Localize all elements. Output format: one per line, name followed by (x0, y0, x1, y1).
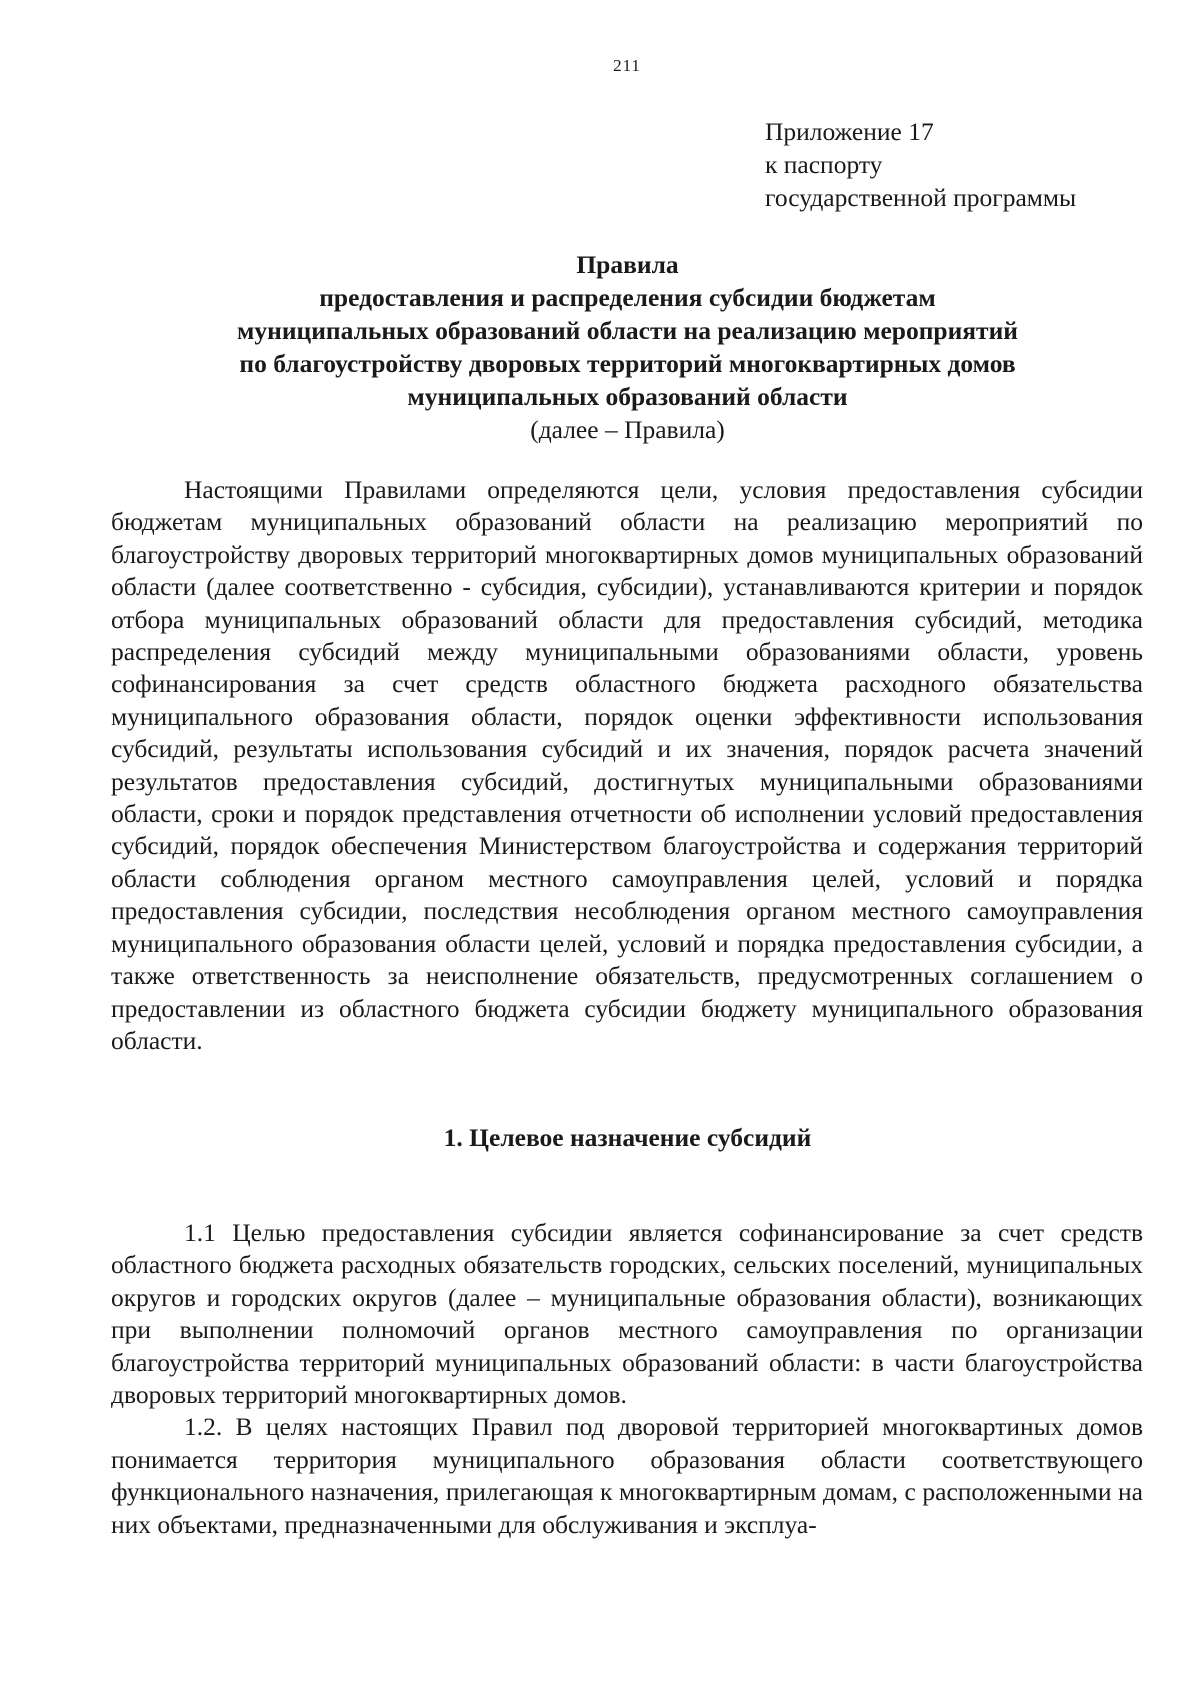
section-heading: 1. Целевое назначение субсидий (443, 1123, 812, 1152)
page-number: 211 (613, 56, 641, 75)
title-line: муниципальных образований области на реализацию мероприятий (237, 316, 1018, 345)
title-heading: Правила (576, 250, 679, 279)
intro-section (111, 474, 1143, 1057)
appendix-line: к паспорту (765, 150, 883, 179)
paragraph-1-1: 1.1 Целью предоставления субсидии является софинансирование за счет средств областного бюджета расходных обязательств городских, сельских поселений, муниципальных округов и городских округов (далее – муниципальные образования области), возникающих при выполнении полномочий органов местного самоуправления по организации благоустройства территорий муниципальных образований области: в части благоустройства дворовых территорий многоквартирных домов. (111, 1218, 1143, 1410)
appendix-line: государственной программы (765, 183, 1077, 212)
document-title (110, 248, 1145, 446)
title-line: муниципальных образований области (407, 382, 848, 411)
paragraph-1-2: 1.2. В целях настоящих Правил под дворовой территорией многоквартиных домов понимается территория муниципального образования области соответствующего функционального назначения, прилегающая к многоквартирным домам, с расположенными на них объектами, предназначенными для обслуживания и эксплуа- (111, 1412, 1143, 1539)
title-line: предоставления и распределения субсидии бюджетам (319, 283, 936, 312)
appendix-reference (765, 115, 1076, 214)
section-body (111, 1217, 1143, 1541)
appendix-line: Приложение 17 (765, 117, 934, 146)
intro-paragraph: Настоящими Правилами определяются цели, условия предоставления субсидии бюджетам муниципальных образований области на реализацию мероприятий по благоустройству дворовых территорий многоквартирных домов муниципальных образований области (далее соответственно - субсидия, субсидии), устанавливаются критерии и порядок отбора муниципальных образований области для предоставления субсидий, методика распределения субсидий между муниципальными образованиями области, уровень софинансирования за счет средств областного бюджета расходного обязательства муниципального образования области, порядок оценки эффективности использования субсидий, результаты использования субсидий и их значения, порядок расчета значений результатов предоставления субсидий, достигнутых муниципальными образованиями области, сроки и порядок представления отчетности об исполнении условий предоставления субсидий, порядок обеспечения Министерством благоустройства и содержания территорий области соблюдения органом местного самоуправления целей, условий и порядка предоставления субсидии, последствия несоблюдения органом местного самоуправления муниципального образования области целей, условий и порядка предоставления субсидии, а также ответственность за неисполнение обязательств, предусмотренных соглашением о предоставлении из областного бюджета субсидии бюджету муниципального образования области. (111, 475, 1143, 1055)
title-line: по благоустройству дворовых территорий многоквартирных домов (239, 349, 1016, 378)
title-short-name: (далее – Правила) (530, 415, 725, 444)
